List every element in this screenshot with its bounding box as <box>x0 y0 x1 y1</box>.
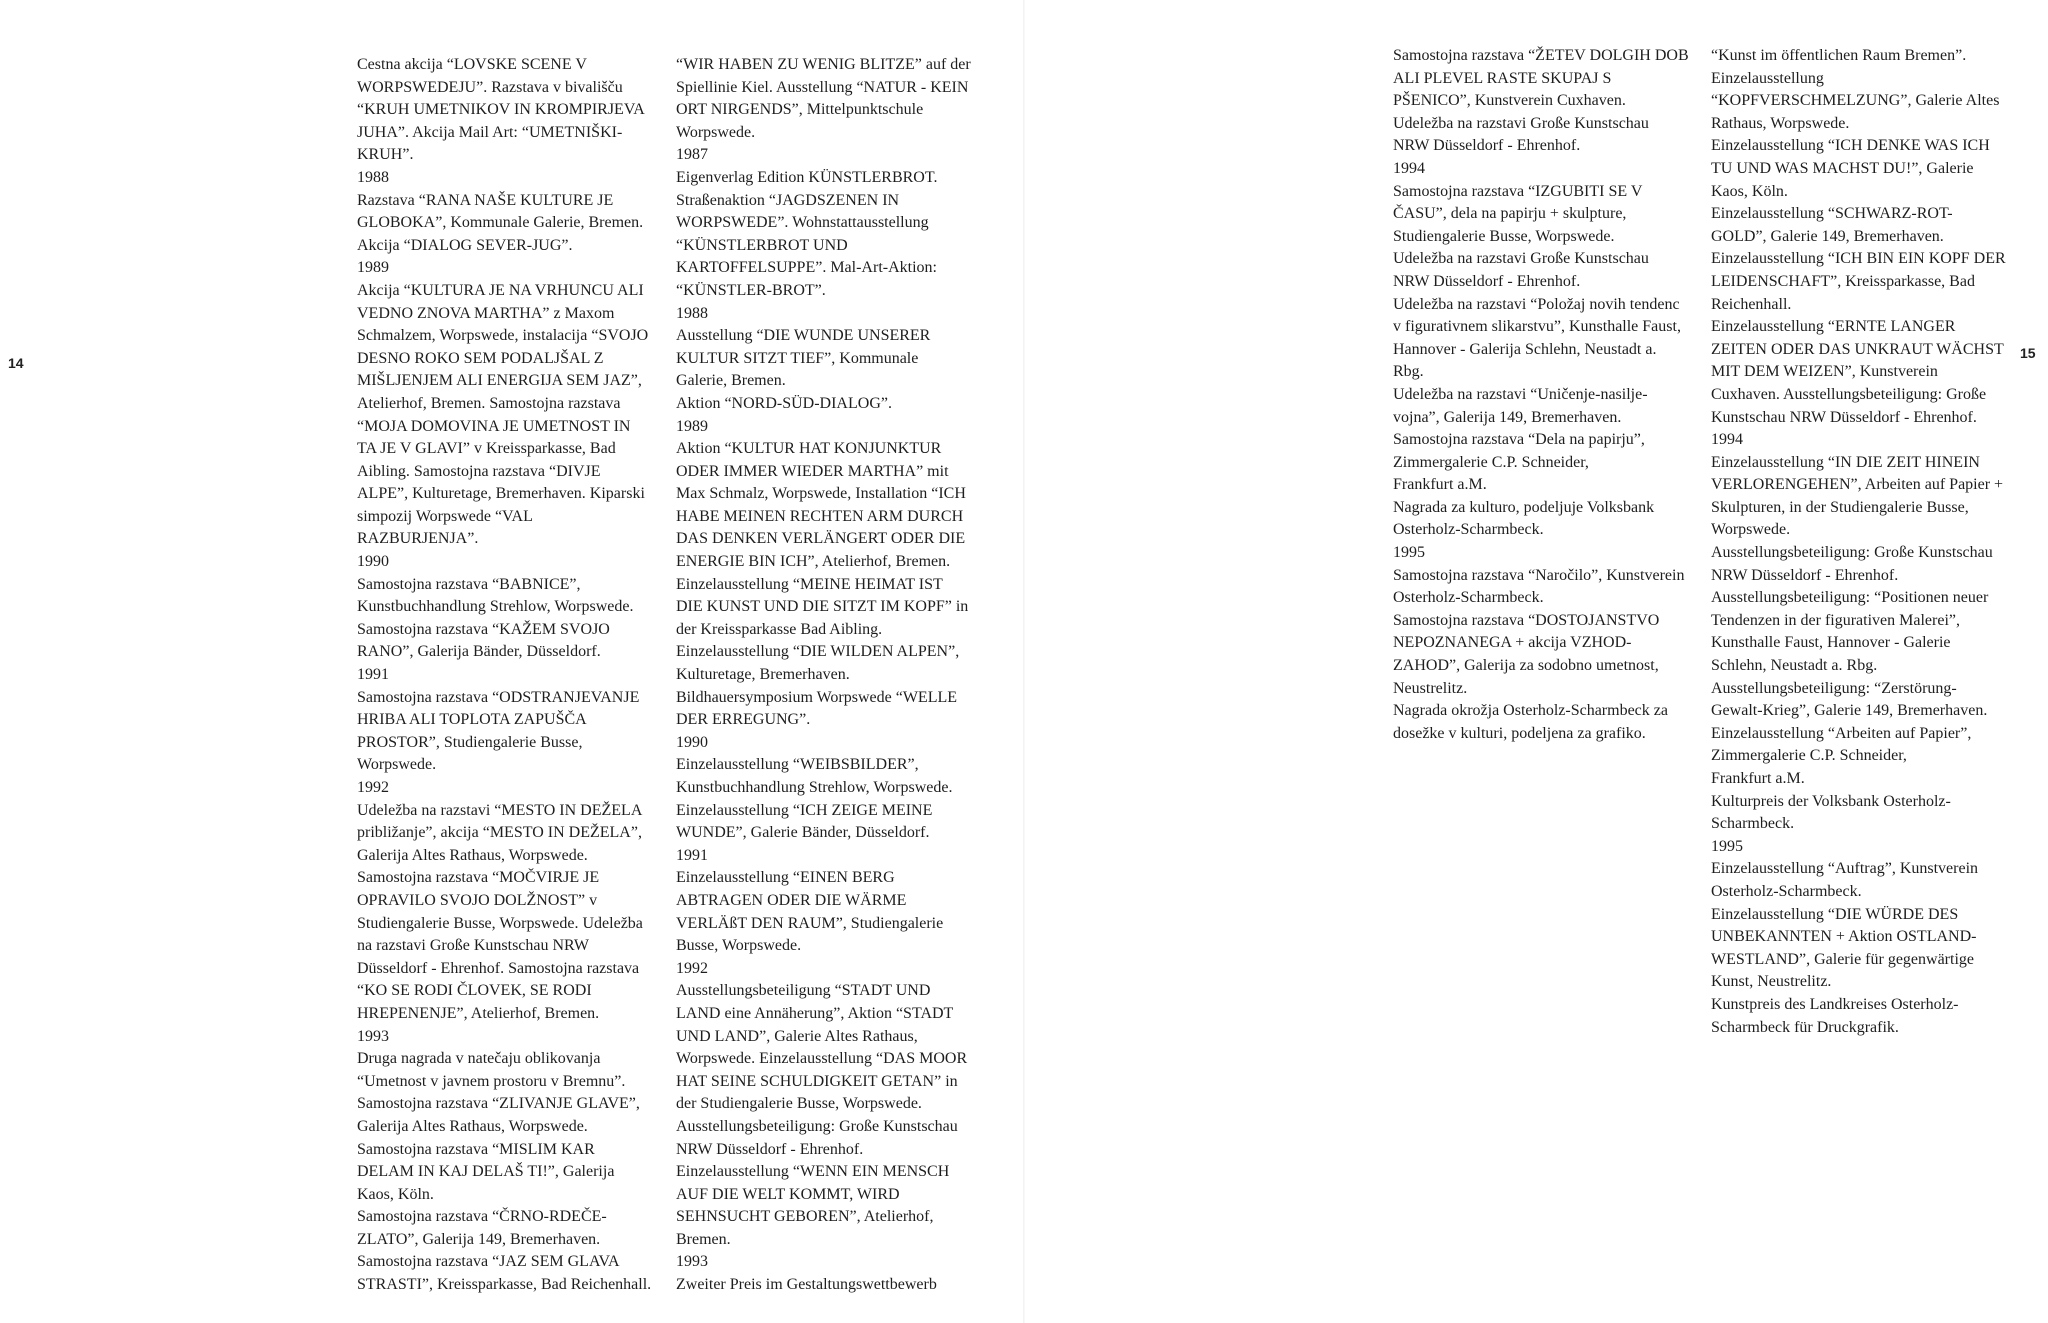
text-line: Osterholz-Scharmbeck. <box>1393 521 1544 539</box>
text-line: simpozij Worpswede “VAL <box>357 507 533 525</box>
text-line: Atelierhof, Bremen. Samostojna razstava <box>357 394 621 412</box>
text-line: Schmalzem, Worpswede, instalacija “SVOJO <box>357 327 649 345</box>
text-line: dosežke v kulturi, podeljena za grafiko. <box>1393 724 1646 742</box>
text-line: Ausstellungsbeteiligung: Große Kunstschau <box>676 1117 958 1135</box>
text-line: Samostojna razstava “KAŽEM SVOJO <box>357 620 610 638</box>
text-line: Einzelausstellung “WEIBSBILDER”, <box>676 756 919 774</box>
text-line: Nagrada okrožja Osterholz-Scharmbeck za <box>1393 702 1668 720</box>
text-line: VERLÄßT DEN RAUM”, Studiengalerie <box>676 914 944 932</box>
text-line: v figurativnem slikarstvu”, Kunsthalle Faust, <box>1393 318 1681 336</box>
text-line: Druga nagrada v natečaju oblikovanja <box>357 1050 601 1068</box>
text-line: Kulturetage, Bremerhaven. <box>676 666 850 684</box>
text-line: Studiengalerie Busse, Worpswede. <box>1393 227 1615 245</box>
text-line: der Kreissparkasse Bad Aibling. <box>676 620 883 638</box>
text-line: približanje”, akcija “MESTO IN DEŽELA”, <box>357 824 642 842</box>
text-line: Kunstbuchhandlung Strehlow, Worpswede. <box>357 598 634 616</box>
text-line: Razstava “RANA NAŠE KULTURE JE <box>357 191 614 209</box>
text-line: Samostojna razstava “ZLIVANJE GLAVE”, <box>357 1095 640 1113</box>
text-line: ZEITEN ODER DAS UNKRAUT WÄCHST <box>1711 340 2004 358</box>
text-line: 1995 <box>1393 544 1425 562</box>
right-page-column-1 <box>1393 45 1689 745</box>
text-line: Einzelausstellung “ICH ZEIGE MEINE <box>676 801 933 819</box>
text-line: UND LAND”, Galerie Altes Rathaus, <box>676 1027 918 1045</box>
text-line: Cestna akcija “LOVSKE SCENE V <box>357 56 587 73</box>
text-line: DAS DENKEN VERLÄNGERT ODER DIE <box>676 530 966 548</box>
text-line: STRASTI”, Kreissparkasse, Bad Reichenhall. <box>357 1276 652 1294</box>
text-line: Einzelausstellung “IN DIE ZEIT HINEIN <box>1711 453 1980 471</box>
text-line: DESNO ROKO SEM PODALJŠAL Z <box>357 349 604 367</box>
text-line: 1992 <box>676 959 708 977</box>
text-line: 1987 <box>676 146 708 164</box>
text-line: Galerie, Bremen. <box>676 372 786 390</box>
text-line: Samostojna razstava “Dela na papirju”, <box>1393 431 1645 449</box>
text-line: ORT NIRGENDS”, Mittelpunktschule <box>676 101 924 119</box>
text-line: JUHA”. Akcija Mail Art: “UMETNIŠKI- <box>357 123 623 141</box>
text-line: Eigenverlag Edition KÜNSTLERBROT. <box>676 168 938 186</box>
text-line: Zimmergalerie C.P. Schneider, <box>1393 453 1589 471</box>
text-line: Samostojna razstava “BABNICE”, <box>357 575 581 593</box>
text-line: WESTLAND”, Galerie für gegenwärtige <box>1711 950 1974 968</box>
text-line: “Umetnost v javnem prostoru v Bremnu”. <box>357 1072 626 1090</box>
text-line: Udeležba na razstavi “Položaj novih tendenc <box>1393 295 1680 313</box>
text-line: RANO”, Galerija Bänder, Düsseldorf. <box>357 643 601 661</box>
text-line: Udeležba na razstavi “Uničenje-nasilje- <box>1393 385 1648 403</box>
text-line: 1993 <box>357 1027 389 1045</box>
text-line: 1990 <box>357 553 389 571</box>
text-line: 1991 <box>676 846 708 864</box>
text-line: Scharmbeck. <box>1711 815 1795 833</box>
left-page-column-1 <box>357 54 651 1297</box>
text-line: Kunstschau NRW Düsseldorf - Ehrenhof. <box>1711 408 1977 426</box>
text-line: WORPSWEDE”. Wohnstattausstellung <box>676 214 929 232</box>
text-line: 1994 <box>1711 431 1743 449</box>
text-line: LEIDENSCHAFT”, Kreissparkasse, Bad <box>1711 272 1975 290</box>
text-line: VEDNO ZNOVA MARTHA” z Maxom <box>357 304 615 322</box>
text-line: ALI PLEVEL RASTE SKUPAJ S <box>1393 69 1612 87</box>
text-line: vojna”, Galerija 149, Bremerhaven. <box>1393 408 1622 426</box>
text-line: Samostojna razstava “ODSTRANJEVANJE <box>357 688 640 706</box>
text-line: “KO SE RODI ČLOVEK, SE RODI <box>357 982 592 1000</box>
text-line: Frankfurt a.M. <box>1393 476 1487 494</box>
text-line: AUF DIE WELT KOMMT, WIRD <box>676 1185 900 1203</box>
page-gutter <box>1023 0 1025 1323</box>
text-line: Udeležba na razstavi Große Kunstschau <box>1393 250 1649 268</box>
text-line: Skulpturen, in der Studiengalerie Busse, <box>1711 498 1969 516</box>
text-line: 1991 <box>357 666 389 684</box>
text-line: DELAM IN KAJ DELAŠ TI!”, Galerija <box>357 1163 615 1181</box>
text-line: NEPOZNANEGA + akcija VZHOD- <box>1393 634 1632 652</box>
page-number-right: 15 <box>2020 345 2036 361</box>
text-line: DIE KUNST UND DIE SITZT IM KOPF” in <box>676 598 969 616</box>
text-line: UNBEKANNTEN + Aktion OSTLAND- <box>1711 928 1977 946</box>
text-line: WORPSWEDEJU”. Razstava v bivališču <box>357 78 623 96</box>
text-line: Einzelausstellung “DIE WÜRDE DES <box>1711 905 1959 923</box>
text-line: Aktion “KULTUR HAT KONJUNKTUR <box>676 440 942 458</box>
text-line: Einzelausstellung “DIE WILDEN ALPEN”, <box>676 643 960 661</box>
text-line: 1993 <box>676 1253 708 1271</box>
text-line: Einzelausstellung “Arbeiten auf Papier”, <box>1711 724 1972 742</box>
text-line: ZLATO”, Galerija 149, Bremerhaven. <box>357 1230 601 1248</box>
text-line: Worpswede. <box>357 756 437 774</box>
text-line: SEHNSUCHT GEBOREN”, Atelierhof, <box>676 1208 934 1226</box>
text-line: Straßenaktion “JAGDSZENEN IN <box>676 191 900 209</box>
text-line: 1988 <box>357 168 389 186</box>
text-line: Einzelausstellung “ERNTE LANGER <box>1711 318 1956 336</box>
text-line: HREPENENJE”, Atelierhof, Bremen. <box>357 1004 600 1022</box>
text-line: Neustrelitz. <box>1393 679 1468 697</box>
text-line: Samostojna razstava “MISLIM KAR <box>357 1140 595 1158</box>
text-line: Worpswede. <box>676 123 756 141</box>
text-line: Einzelausstellung “EINEN BERG <box>676 869 895 887</box>
text-line: NRW Düsseldorf - Ehrenhof. <box>676 1140 864 1158</box>
text-line: PROSTOR”, Studiengalerie Busse, <box>357 733 583 751</box>
text-line: Bildhauersymposium Worpswede “WELLE <box>676 688 958 706</box>
text-line: Bremen. <box>676 1230 731 1248</box>
text-line: 1992 <box>357 779 389 796</box>
text-line: Kulturpreis der Volksbank Osterholz- <box>1711 792 1951 810</box>
text-line: Galerija Altes Rathaus, Worpswede. <box>357 846 588 864</box>
text-line: Einzelausstellung “ICH BIN EIN KOPF DER <box>1711 250 2006 268</box>
text-line: Worpswede. <box>1711 521 1791 539</box>
text-line: Osterholz-Scharmbeck. <box>1711 882 1862 900</box>
text-line: 1995 <box>1711 837 1743 855</box>
text-line: Frankfurt a.M. <box>1711 770 1805 787</box>
text-line: Einzelausstellung “MEINE HEIMAT IST <box>676 575 943 593</box>
text-line: Galerija Altes Rathaus, Worpswede. <box>357 1117 588 1135</box>
text-line: RAZBURJENJA”. <box>357 530 479 548</box>
text-line: Ausstellungsbeteiligung: Große Kunstschau <box>1711 544 1993 562</box>
text-line: NRW Düsseldorf - Ehrenhof. <box>1393 272 1581 290</box>
text-line: “Kunst im öffentlichen Raum Bremen”. <box>1711 47 1967 64</box>
text-line: “KÜNSTLERBROT UND <box>676 236 848 254</box>
text-line: Busse, Worpswede. <box>676 937 802 955</box>
text-line: HABE MEINEN RECHTEN ARM DURCH <box>676 507 964 525</box>
page-number-left: 14 <box>8 355 24 371</box>
text-line: Studiengalerie Busse, Worpswede. Udeležba <box>357 914 643 932</box>
text-line: Düsseldorf - Ehrenhof. Samostojna razstava <box>357 959 640 977</box>
text-line: PŠENICO”, Kunstverein Cuxhaven. <box>1393 92 1626 110</box>
text-line: Aibling. Samostojna razstava “DIVJE <box>357 462 601 480</box>
text-line: Max Schmalz, Worpswede, Installation “ICH <box>676 485 966 503</box>
text-line: ČASU”, dela na papirju + skulpture, <box>1393 205 1627 223</box>
text-line: OPRAVILO SVOJO DOLŽNOST” v <box>357 891 598 909</box>
text-line: Akcija “DIALOG SEVER-JUG”. <box>357 236 573 254</box>
text-line: Samostojna razstava “Naročilo”, Kunstverein <box>1393 566 1685 584</box>
text-line: Rbg. <box>1393 363 1424 381</box>
text-line: HAT SEINE SCHULDIGKEIT GETAN” in <box>676 1072 958 1090</box>
text-line: LAND eine Annäherung”, Aktion “STADT <box>676 1004 954 1022</box>
text-line: Einzelausstellung <box>1711 69 1824 87</box>
text-line: 1989 <box>676 417 708 435</box>
text-line: Kaos, Köln. <box>1711 182 1788 200</box>
text-line: KULTUR SITZT TIEF”, Kommunale <box>676 349 919 367</box>
text-line: Schlehn, Neustadt a. Rbg. <box>1711 657 1878 675</box>
text-line: ZAHOD”, Galerija za sodobno umetnost, <box>1393 657 1659 675</box>
text-line: Samostojna razstava “MOČVIRJE JE <box>357 869 600 887</box>
text-line: Akcija “KULTURA JE NA VRHUNCU ALI <box>357 281 644 299</box>
text-line: Kaos, Köln. <box>357 1185 434 1203</box>
text-line: MIT DEM WEIZEN”, Kunstverein <box>1711 363 1938 381</box>
text-line: der Studiengalerie Busse, Worpswede. <box>676 1095 922 1113</box>
text-line: ENERGIE BIN ICH”, Atelierhof, Bremen. <box>676 553 951 571</box>
text-line: Tendenzen in der figurativen Malerei”, <box>1711 611 1960 629</box>
text-line: TU UND WAS MACHST DU!”, Galerie <box>1711 159 1974 177</box>
text-line: ODER IMMER WIEDER MARTHA” mit <box>676 462 949 480</box>
text-line: Kunstpreis des Landkreises Osterholz- <box>1711 995 1959 1013</box>
text-line: Kunst, Neustrelitz. <box>1711 973 1832 991</box>
text-line: “KRUH UMETNIKOV IN KROMPIRJEVA <box>357 101 645 119</box>
text-line: Samostojna razstava “DOSTOJANSTVO <box>1393 611 1660 629</box>
text-line: Zimmergalerie C.P. Schneider, <box>1711 747 1907 765</box>
text-line: Hannover - Galerija Schlehn, Neustadt a. <box>1393 340 1657 358</box>
text-line: ALPE”, Kulturetage, Bremerhaven. Kiparski <box>357 485 645 503</box>
text-line: DER ERREGUNG”. <box>676 711 811 729</box>
text-line: 1988 <box>676 304 708 322</box>
text-line: Scharmbeck für Druckgrafik. <box>1711 1018 1899 1036</box>
text-line: Einzelausstellung “WENN EIN MENSCH <box>676 1163 950 1181</box>
text-line: Ausstellungsbeteiligung: “Zerstörung- <box>1711 679 1957 697</box>
text-line: Spiellinie Kiel. Ausstellung “NATUR - KEIN <box>676 78 969 96</box>
left-page-column-2 <box>676 54 971 1297</box>
text-line: KRUH”. <box>357 146 414 164</box>
text-line: Reichenhall. <box>1711 295 1792 313</box>
text-line: Einzelausstellung “Auftrag”, Kunstverein <box>1711 860 1979 878</box>
right-page-column-2 <box>1711 45 2006 1039</box>
text-line: 1989 <box>357 259 389 277</box>
text-line: “KOPFVERSCHMELZUNG”, Galerie Altes <box>1711 92 2000 110</box>
text-line: Nagrada za kulturo, podeljuje Volksbank <box>1393 498 1655 516</box>
text-line: WUNDE”, Galerie Bänder, Düsseldorf. <box>676 824 930 842</box>
text-line: NRW Düsseldorf - Ehrenhof. <box>1711 566 1899 584</box>
text-line: TA JE V GLAVI” v Kreissparkasse, Bad <box>357 440 616 458</box>
text-line: Kunsthalle Faust, Hannover - Galerie <box>1711 634 1951 652</box>
text-line: Kunstbuchhandlung Strehlow, Worpswede. <box>676 779 953 796</box>
text-line: Udeležba na razstavi “MESTO IN DEŽELA <box>357 801 643 819</box>
text-line: “MOJA DOMOVINA JE UMETNOST IN <box>357 417 631 435</box>
text-line: Samostojna razstava “ŽETEV DOLGIH DOB <box>1393 47 1689 64</box>
text-line: Cuxhaven. Ausstellungsbeteiligung: Große <box>1711 385 1987 403</box>
text-line: KARTOFFELSUPPE”. Mal-Art-Aktion: <box>676 259 937 277</box>
text-line: Gewalt-Krieg”, Galerie 149, Bremerhaven. <box>1711 702 1988 720</box>
text-line: Aktion “NORD-SÜD-DIALOG”. <box>676 394 892 412</box>
text-line: Einzelausstellung “SCHWARZ-ROT- <box>1711 205 1953 223</box>
text-line: GOLD”, Galerie 149, Bremerhaven. <box>1711 227 1944 245</box>
text-line: HRIBA ALI TOPLOTA ZAPUŠČA <box>357 711 587 729</box>
text-line: 1994 <box>1393 159 1425 177</box>
text-line: Samostojna razstava “IZGUBITI SE V <box>1393 182 1643 200</box>
text-line: NRW Düsseldorf - Ehrenhof. <box>1393 137 1581 155</box>
text-line: Worpswede. Einzelausstellung “DAS MOOR <box>676 1050 968 1068</box>
text-line: Udeležba na razstavi Große Kunstschau <box>1393 114 1649 132</box>
text-line: Samostojna razstava “JAZ SEM GLAVA <box>357 1253 620 1271</box>
text-line: Ausstellungsbeteiligung: “Positionen neuer <box>1711 589 1989 607</box>
text-line: na razstavi Große Kunstschau NRW <box>357 937 589 955</box>
text-line: Osterholz-Scharmbeck. <box>1393 589 1544 607</box>
text-line: Ausstellung “DIE WUNDE UNSERER <box>676 327 931 345</box>
text-line: Zweiter Preis im Gestaltungswettbewerb <box>676 1276 937 1294</box>
text-line: MIŠLJENJEM ALI ENERGIJA SEM JAZ”, <box>357 372 642 390</box>
text-line: VERLORENGEHEN”, Arbeiten auf Papier + <box>1711 476 2004 494</box>
text-line: Samostojna razstava “ČRNO-RDEČE- <box>357 1208 607 1226</box>
text-line: “KÜNSTLER-BROT”. <box>676 281 826 299</box>
text-line: Einzelausstellung “ICH DENKE WAS ICH <box>1711 137 1990 155</box>
text-line: 1990 <box>676 733 708 751</box>
text-line: Rathaus, Worpswede. <box>1711 114 1850 132</box>
text-line: “WIR HABEN ZU WENIG BLITZE” auf der <box>676 56 971 73</box>
text-line: ABTRAGEN ODER DIE WÄRME <box>676 891 907 909</box>
text-line: GLOBOKA”, Kommunale Galerie, Bremen. <box>357 214 644 232</box>
text-line: Ausstellungsbeteiligung “STADT UND <box>676 982 931 1000</box>
